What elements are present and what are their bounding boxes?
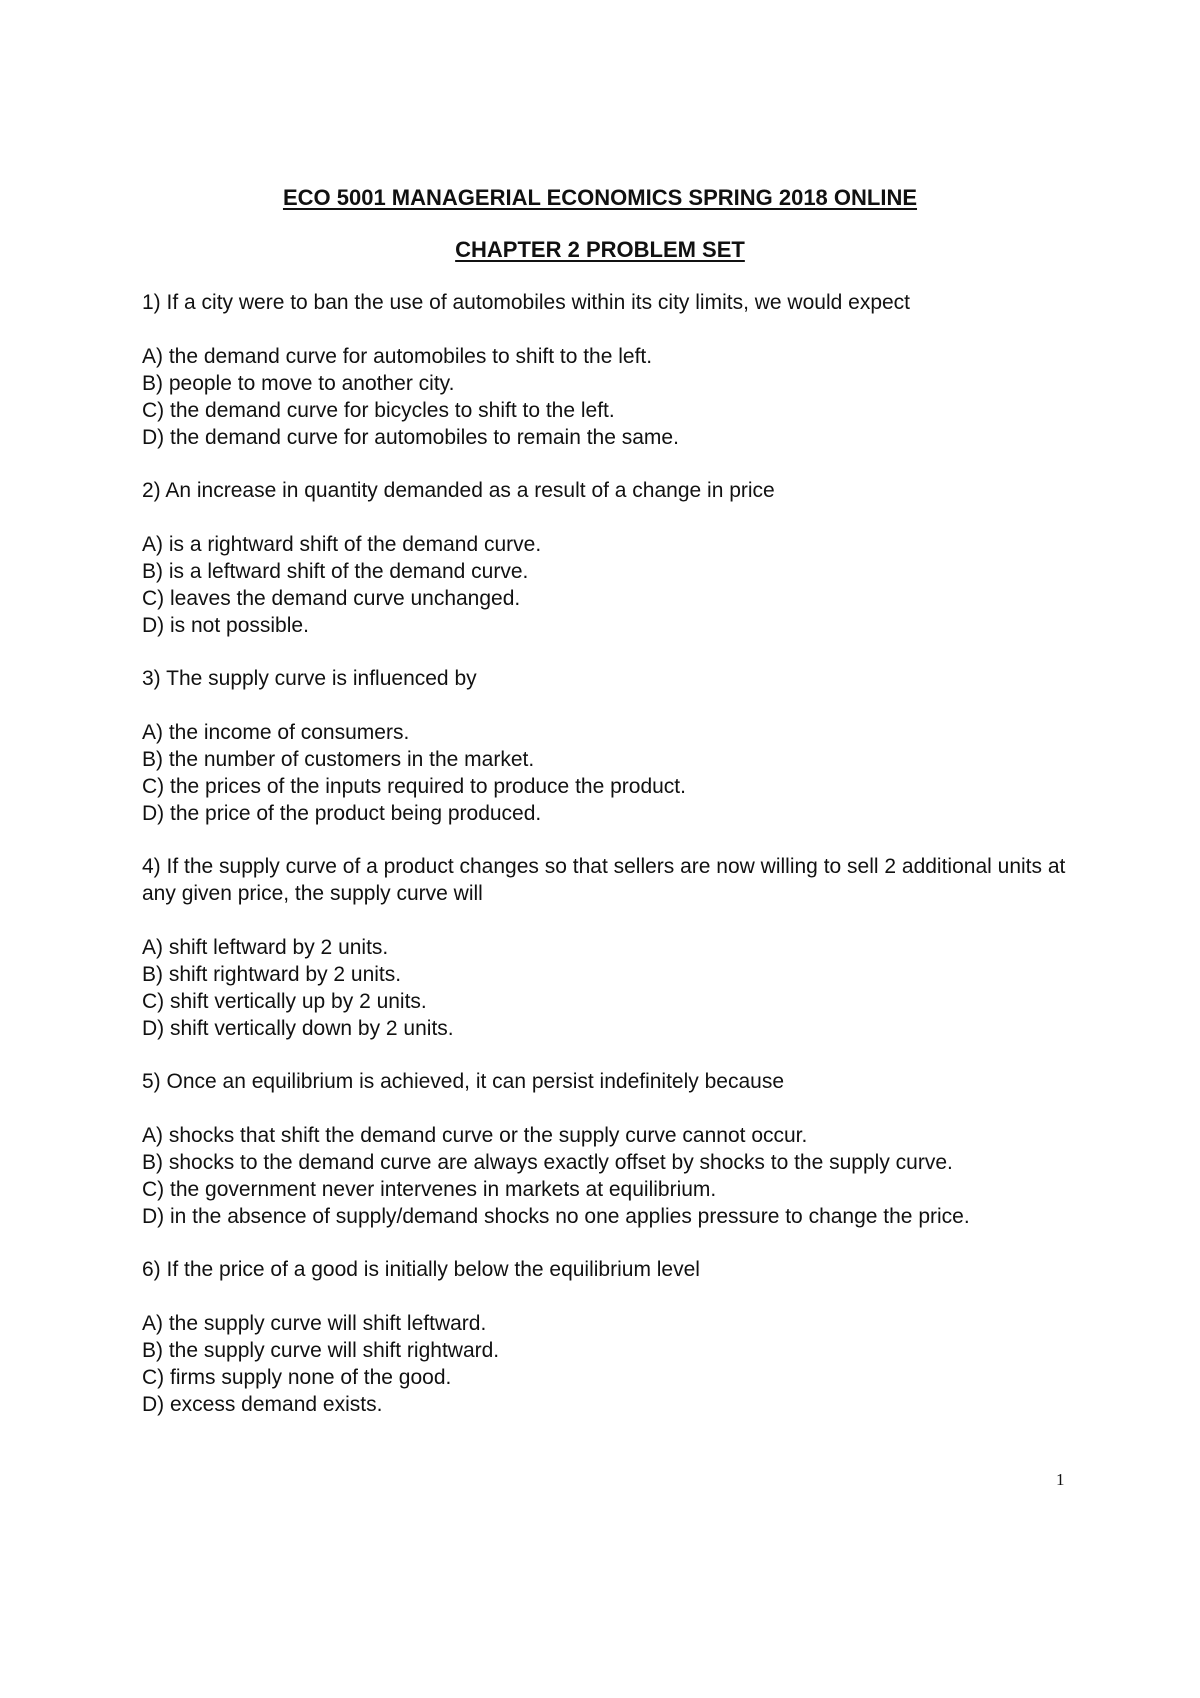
answer-option-c: C) the government never intervenes in markets at equilibrium. xyxy=(142,1178,717,1201)
question-4 xyxy=(142,853,1072,1042)
question-prompt: 6) If the price of a good is initially below the equilibrium level xyxy=(142,1258,700,1281)
answer-option-a: A) shocks that shift the demand curve or the supply curve cannot occur. xyxy=(142,1124,808,1147)
answer-option-d: D) the price of the product being produced. xyxy=(142,802,542,825)
question-prompt: 1) If a city were to ban the use of automobiles within its city limits, we would expect xyxy=(142,291,911,314)
answer-option-d: D) excess demand exists. xyxy=(142,1393,383,1416)
answer-option-d: D) the demand curve for automobiles to remain the same. xyxy=(142,426,679,449)
question-2 xyxy=(142,477,1072,639)
answer-option-c: C) shift vertically up by 2 units. xyxy=(142,990,427,1013)
answer-option-c: C) leaves the demand curve unchanged. xyxy=(142,587,521,610)
answer-option-b: B) shift rightward by 2 units. xyxy=(142,963,402,986)
answer-options xyxy=(142,343,1072,451)
answer-option-a: A) shift leftward by 2 units. xyxy=(142,936,389,959)
answer-option-c: C) the demand curve for bicycles to shift to the left. xyxy=(142,399,615,422)
question-list xyxy=(142,289,1072,1444)
answer-option-c: C) the prices of the inputs required to produce the product. xyxy=(142,775,686,798)
answer-option-b: B) the number of customers in the market. xyxy=(142,748,535,771)
question-prompt: 3) The supply curve is influenced by xyxy=(142,667,477,690)
answer-options xyxy=(142,934,1072,1042)
question-1 xyxy=(142,289,1072,451)
question-3 xyxy=(142,665,1072,827)
answer-option-c: C) firms supply none of the good. xyxy=(142,1366,452,1389)
answer-option-a: A) is a rightward shift of the demand curve. xyxy=(142,533,542,556)
answer-option-b: B) shocks to the demand curve are always exactly offset by shocks to the supply curve. xyxy=(142,1151,953,1174)
question-prompt: 2) An increase in quantity demanded as a result of a change in price xyxy=(142,479,775,502)
answer-options xyxy=(142,1310,1072,1418)
question-5 xyxy=(142,1068,1072,1230)
answer-option-d: D) is not possible. xyxy=(142,614,309,637)
answer-option-d: D) in the absence of supply/demand shocks no one applies pressure to change the price. xyxy=(142,1205,970,1228)
answer-option-b: B) people to move to another city. xyxy=(142,372,455,395)
page-number: 1 xyxy=(1056,1470,1065,1489)
question-prompt: 4) If the supply curve of a product changes so that sellers are now willing to sell 2 additional units at any given price, the supply curve will xyxy=(142,855,1066,905)
answer-option-a: A) the demand curve for automobiles to shift to the left. xyxy=(142,345,653,368)
answer-options xyxy=(142,1122,1072,1230)
answer-options xyxy=(142,531,1072,639)
answer-option-d: D) shift vertically down by 2 units. xyxy=(142,1017,454,1040)
document-title: ECO 5001 MANAGERIAL ECONOMICS SPRING 2018 ONLINE xyxy=(282,185,918,210)
answer-option-b: B) the supply curve will shift rightward. xyxy=(142,1339,500,1362)
answer-option-a: A) the income of consumers. xyxy=(142,721,410,744)
question-6 xyxy=(142,1256,1072,1418)
answer-options xyxy=(142,719,1072,827)
answer-option-b: B) is a leftward shift of the demand curve. xyxy=(142,560,529,583)
question-prompt: 5) Once an equilibrium is achieved, it can persist indefinitely because xyxy=(142,1070,785,1093)
document-subtitle: CHAPTER 2 PROBLEM SET xyxy=(455,237,745,262)
answer-option-a: A) the supply curve will shift leftward. xyxy=(142,1312,487,1335)
